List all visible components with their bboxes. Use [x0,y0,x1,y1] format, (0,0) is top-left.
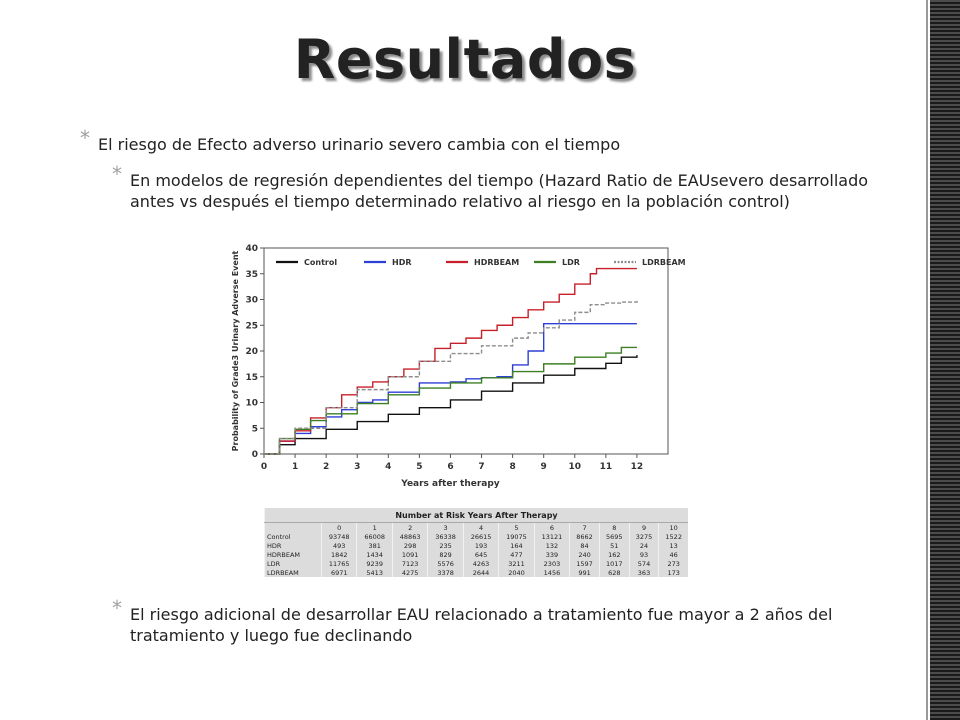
risk-table-cell: 1017 [599,559,629,568]
risk-table-cell: 1522 [659,532,688,541]
risk-table-year: 8 [599,523,629,533]
risk-table-cell: 3211 [499,559,534,568]
risk-table-cell: 3275 [629,532,659,541]
risk-table-cell: 5413 [357,568,392,577]
x-tick-label: 6 [447,462,454,472]
y-tick-label: 20 [245,347,258,357]
risk-table-cell: 26615 [463,532,498,541]
risk-table-cell: 4263 [463,559,498,568]
x-tick-label: 3 [354,462,361,472]
risk-table-cell: 8662 [570,532,600,541]
risk-table-row-label: HDR [265,541,322,550]
x-tick-label: 10 [568,462,582,472]
y-tick-label: 10 [245,398,258,409]
risk-table-cell: 93 [629,550,659,559]
risk-table-cell: 493 [322,541,357,550]
risk-table-cell: 363 [629,568,659,577]
risk-table-cell: 48863 [392,532,427,541]
risk-table-cell: 9239 [357,559,392,568]
y-tick-label: 40 [245,244,258,254]
x-tick-label: 9 [540,462,547,472]
y-axis-label: Probability of Grade3 Urinary Adverse Event [231,250,240,452]
risk-table-year: 7 [570,523,600,533]
table-row [265,559,689,568]
risk-table-cell: 51 [599,541,629,550]
plot-frame [264,248,668,454]
y-tick-label: 15 [245,372,258,383]
risk-table-cell: 829 [428,550,463,559]
risk-table-cell: 5695 [599,532,629,541]
legend-label: LDRBEAM [642,258,686,267]
x-tick-label: 4 [385,462,392,472]
risk-table-cell: 2644 [463,568,498,577]
risk-table-year: 9 [629,523,659,533]
x-tick-label: 5 [416,462,423,472]
risk-table-cell: 273 [659,559,688,568]
risk-table-year: 4 [463,523,498,533]
risk-table-cell: 574 [629,559,659,568]
risk-table-row-label: LDRBEAM [265,568,322,577]
x-tick-label: 7 [478,462,485,472]
risk-table-cell: 3378 [428,568,463,577]
x-tick-label: 2 [323,462,330,472]
risk-table-row-label: HDRBEAM [265,550,322,559]
risk-table-cell: 164 [499,541,534,550]
risk-table-cell: 66008 [357,532,392,541]
risk-table-row-label: LDR [265,559,322,568]
risk-table-cell: 24 [629,541,659,550]
decorative-divider-line [926,0,928,720]
y-tick-label: 30 [245,295,258,306]
bullet-star-icon: * [112,162,122,186]
risk-table-cell: 339 [534,550,569,559]
risk-table-cell: 1091 [392,550,427,559]
x-tick-label: 1 [291,462,299,472]
risk-table-year: 6 [534,523,569,533]
table-row [265,568,689,577]
risk-table-row-label: Control [265,532,322,541]
risk-table-cell: 7123 [392,559,427,568]
risk-table-cell: 11765 [322,559,357,568]
risk-table-year: 0 [322,523,357,533]
x-tick-label: 12 [630,462,644,472]
risk-table-cell: 381 [357,541,392,550]
risk-table-year: 1 [357,523,392,533]
risk-table-cell: 235 [428,541,463,550]
y-tick-label: 25 [245,321,258,332]
risk-table-cell: 13 [659,541,688,550]
bullet-star-icon: * [112,596,122,620]
risk-table-cell: 991 [570,568,600,577]
risk-table-cell: 1456 [534,568,569,577]
risk-table-cell: 5576 [428,559,463,568]
x-axis-label: Years after therapy [401,479,500,489]
risk-table [264,508,688,577]
x-tick-label: 11 [599,462,613,472]
legend-label: HDRBEAM [474,258,520,267]
risk-table-cell: 628 [599,568,629,577]
risk-table-cell: 298 [392,541,427,550]
risk-table-years-row [265,523,689,533]
risk-table-cell: 477 [499,550,534,559]
risk-table-title: Number at Risk Years After Therapy [265,508,689,523]
legend-label: HDR [392,258,412,267]
table-row [265,532,689,541]
risk-table-cell: 240 [570,550,600,559]
table-row [265,541,689,550]
risk-table-cell: 162 [599,550,629,559]
risk-table-cell: 13121 [534,532,569,541]
legend-label: LDR [562,258,580,267]
risk-table-cell: 19075 [499,532,534,541]
risk-table-cell: 645 [463,550,498,559]
risk-table-cell: 1842 [322,550,357,559]
risk-table-cell: 132 [534,541,569,550]
legend-label: Control [304,258,338,267]
risk-table-cell: 2303 [534,559,569,568]
decorative-side-strip [930,0,960,720]
x-tick-label: 0 [260,462,268,472]
x-tick-label: 8 [509,462,516,472]
risk-table-cell: 2040 [499,568,534,577]
risk-table-cell: 193 [463,541,498,550]
risk-table-cell: 1434 [357,550,392,559]
risk-table-cell: 93748 [322,532,357,541]
y-tick-label: 5 [251,424,258,435]
risk-table-cell: 46 [659,550,688,559]
y-tick-label: 35 [245,269,258,280]
risk-table-cell: 4275 [392,568,427,577]
bullet-text-2: En modelos de regresión dependientes del tiempo (Hazard Ratio de EAUsevero desarrollado antes vs después el tiempo determinado relativo al riesgo en la población control) [130,171,869,211]
risk-table-year: 5 [499,523,534,533]
table-row [265,550,689,559]
risk-table-cell: 84 [570,541,600,550]
risk-table-year: 2 [392,523,427,533]
risk-table-year: 3 [428,523,463,533]
risk-table-year: 10 [659,523,688,533]
bullet-star-icon: * [80,126,90,150]
slide-title: Resultados [293,28,637,91]
bullet-text-1: El riesgo de Efecto adverso urinario severo cambia con el tiempo [98,135,621,154]
risk-table-cell: 36338 [428,532,463,541]
risk-table-corner [265,523,322,533]
bullet-text-3: El riesgo adicional de desarrollar EAU relacionado a tratamiento fue mayor a 2 años del tratamiento y luego fue declinando [130,605,833,645]
y-tick-label: 0 [251,450,258,460]
risk-table-cell: 1597 [570,559,600,568]
risk-table-cell: 173 [659,568,688,577]
line-chart [226,240,686,500]
risk-table-cell: 6971 [322,568,357,577]
